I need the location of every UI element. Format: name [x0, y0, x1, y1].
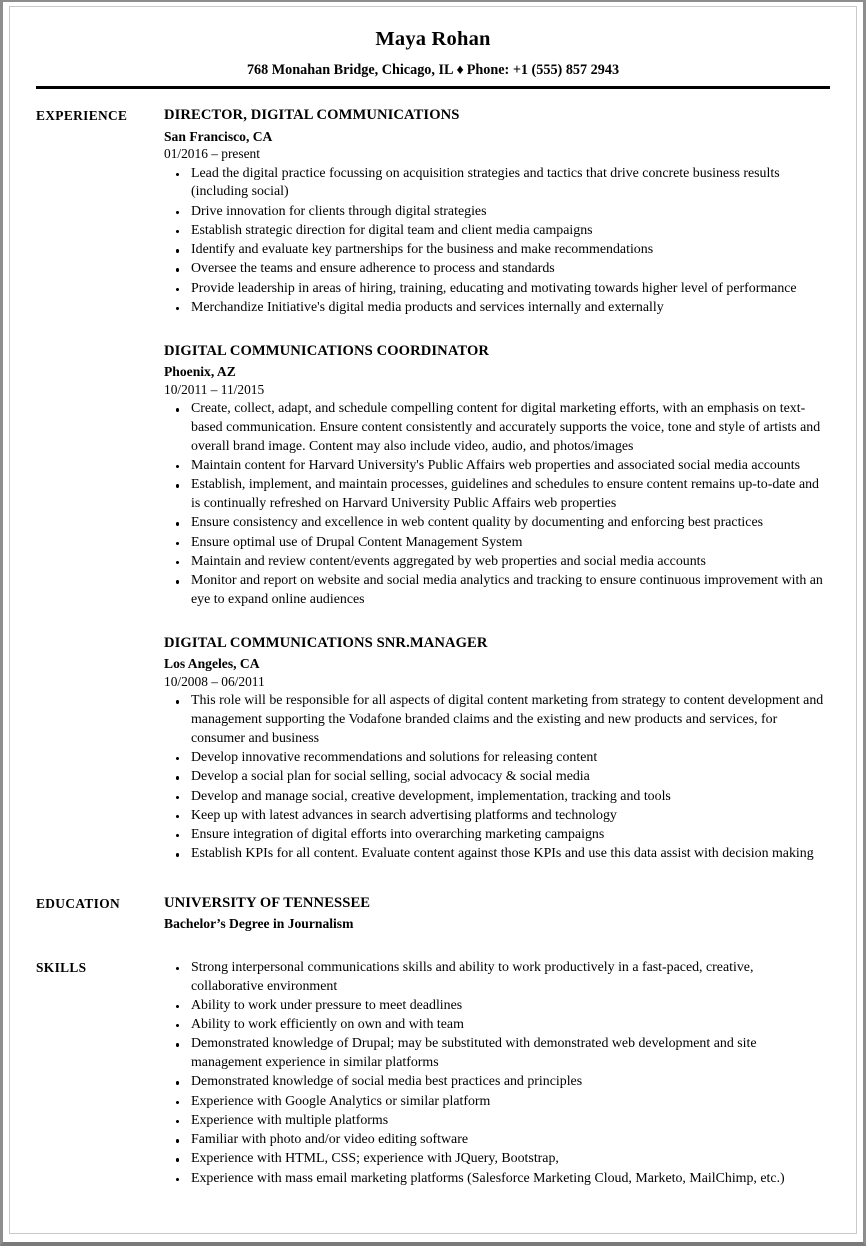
list-item: Provide leadership in areas of hiring, training, educating and motivating towards higher level of performance [164, 280, 826, 299]
header-divider [36, 86, 830, 89]
experience-entry [164, 635, 826, 864]
list-item: Ability to work efficiently on own and with team [164, 1016, 826, 1035]
section-label-skills: SKILLS [36, 959, 87, 975]
contact-phone: Phone: +1 (555) 857 2943 [466, 61, 620, 78]
resume-header [36, 28, 830, 89]
list-item: Ensure consistency and excellence in web content quality by documenting and enforcing best practices [164, 514, 826, 533]
job-location: Phoenix, AZ [164, 364, 236, 380]
list-item: Develop a social plan for social selling, social advocacy & social media [164, 768, 826, 787]
list-item: Demonstrated knowledge of social media best practices and principles [164, 1073, 826, 1092]
contact-line [36, 63, 830, 79]
education-entries [164, 895, 830, 933]
list-item: Develop and manage social, creative development, implementation, tracking and tools [164, 788, 826, 807]
list-item: Experience with HTML, CSS; experience with JQuery, Bootstrap, [164, 1150, 826, 1169]
list-item: Strong interpersonal communications skills and ability to work productively in a fast-paced, creative, collaborative environment [164, 959, 826, 997]
list-item: Drive innovation for clients through digital strategies [164, 203, 826, 222]
resume-sheet [10, 7, 856, 1233]
list-item: Develop innovative recommendations and solutions for releasing content [164, 749, 826, 768]
list-item: Lead the digital practice focussing on acquisition strategies and tactics that drive concrete business results (including social) [164, 165, 826, 203]
education-degree: Bachelor’s Degree in Journalism [164, 916, 354, 932]
experience-entries [164, 107, 830, 864]
job-title: DIRECTOR, DIGITAL COMMUNICATIONS [164, 107, 460, 124]
list-item: Identify and evaluate key partnerships for the business and make recommendations [164, 241, 826, 260]
job-dates: 10/2011 – 11/2015 [164, 381, 265, 397]
contact-address: 768 Monahan Bridge, Chicago, IL [246, 61, 454, 78]
list-item: Familiar with photo and/or video editing software [164, 1131, 826, 1150]
list-item: Merchandize Initiative's digital media products and services internally and externally [164, 299, 826, 318]
list-item: Experience with mass email marketing platforms (Salesforce Marketing Cloud, Marketo, MailChimp, etc.) [164, 1170, 826, 1189]
list-item: Establish strategic direction for digital team and client media campaigns [164, 222, 826, 241]
job-responsibilities [164, 400, 826, 609]
skills-entries [164, 959, 830, 1189]
section-experience [36, 107, 830, 864]
list-item: Monitor and report on website and social media analytics and tracking to ensure continuous improvement with an eye to expand online audiences [164, 572, 826, 610]
list-item: Oversee the teams and ensure adherence to process and standards [164, 260, 826, 279]
education-school: UNIVERSITY OF TENNESSEE [164, 894, 371, 911]
list-item: Create, collect, adapt, and schedule compelling content for digital marketing efforts, with an emphasis on text-based communication. Ensure content consistently and accurately supports the voice, tone and style of artists and overall brand image. Content may also include video, audio, and photos/images [164, 400, 826, 456]
experience-entry [164, 343, 826, 610]
list-item: Keep up with latest advances in search advertising platforms and technology [164, 807, 826, 826]
job-location: San Francisco, CA [164, 128, 273, 144]
list-item: Demonstrated knowledge of Drupal; may be substituted with demonstrated web development and site management experience in similar platforms [164, 1035, 826, 1073]
list-item: This role will be responsible for all aspects of digital content marketing from strategy to content development and management supporting the Vodafone branded claims and the existing and new products and services, for consumer and business [164, 692, 826, 748]
diamond-separator-icon: ♦ [456, 61, 464, 78]
document-page [9, 6, 857, 1234]
list-item: Experience with Google Analytics or similar platform [164, 1093, 826, 1112]
job-responsibilities [164, 692, 826, 864]
list-item: Establish KPIs for all content. Evaluate content against those KPIs and use this data assist with decision making [164, 845, 826, 864]
list-item: Experience with multiple platforms [164, 1112, 826, 1131]
list-item: Establish, implement, and maintain processes, guidelines and schedules to ensure content remains up-to-date and is continually refreshed on Harvard University Public Affairs web properties [164, 476, 826, 514]
section-label-experience: EXPERIENCE [36, 108, 128, 124]
list-item: Maintain and review content/events aggregated by web properties and social media accounts [164, 553, 826, 572]
job-responsibilities [164, 165, 826, 318]
skills-list [164, 959, 826, 1189]
job-dates: 01/2016 – present [164, 146, 260, 162]
section-education [36, 895, 830, 933]
job-dates: 10/2008 – 06/2011 [164, 673, 265, 689]
education-entry [164, 895, 826, 933]
section-skills [36, 959, 830, 1189]
list-item: Ability to work under pressure to meet deadlines [164, 997, 826, 1016]
list-item: Ensure optimal use of Drupal Content Management System [164, 534, 826, 553]
candidate-name: Maya Rohan [375, 28, 491, 50]
job-title: DIGITAL COMMUNICATIONS SNR.MANAGER [164, 634, 488, 651]
list-item: Ensure integration of digital efforts into overarching marketing campaigns [164, 826, 826, 845]
job-location: Los Angeles, CA [164, 656, 260, 672]
job-title: DIGITAL COMMUNICATIONS COORDINATOR [164, 342, 490, 359]
experience-entry [164, 107, 826, 318]
section-label-education: EDUCATION [36, 895, 120, 911]
list-item: Maintain content for Harvard University's Public Affairs web properties and associated social media accounts [164, 457, 826, 476]
